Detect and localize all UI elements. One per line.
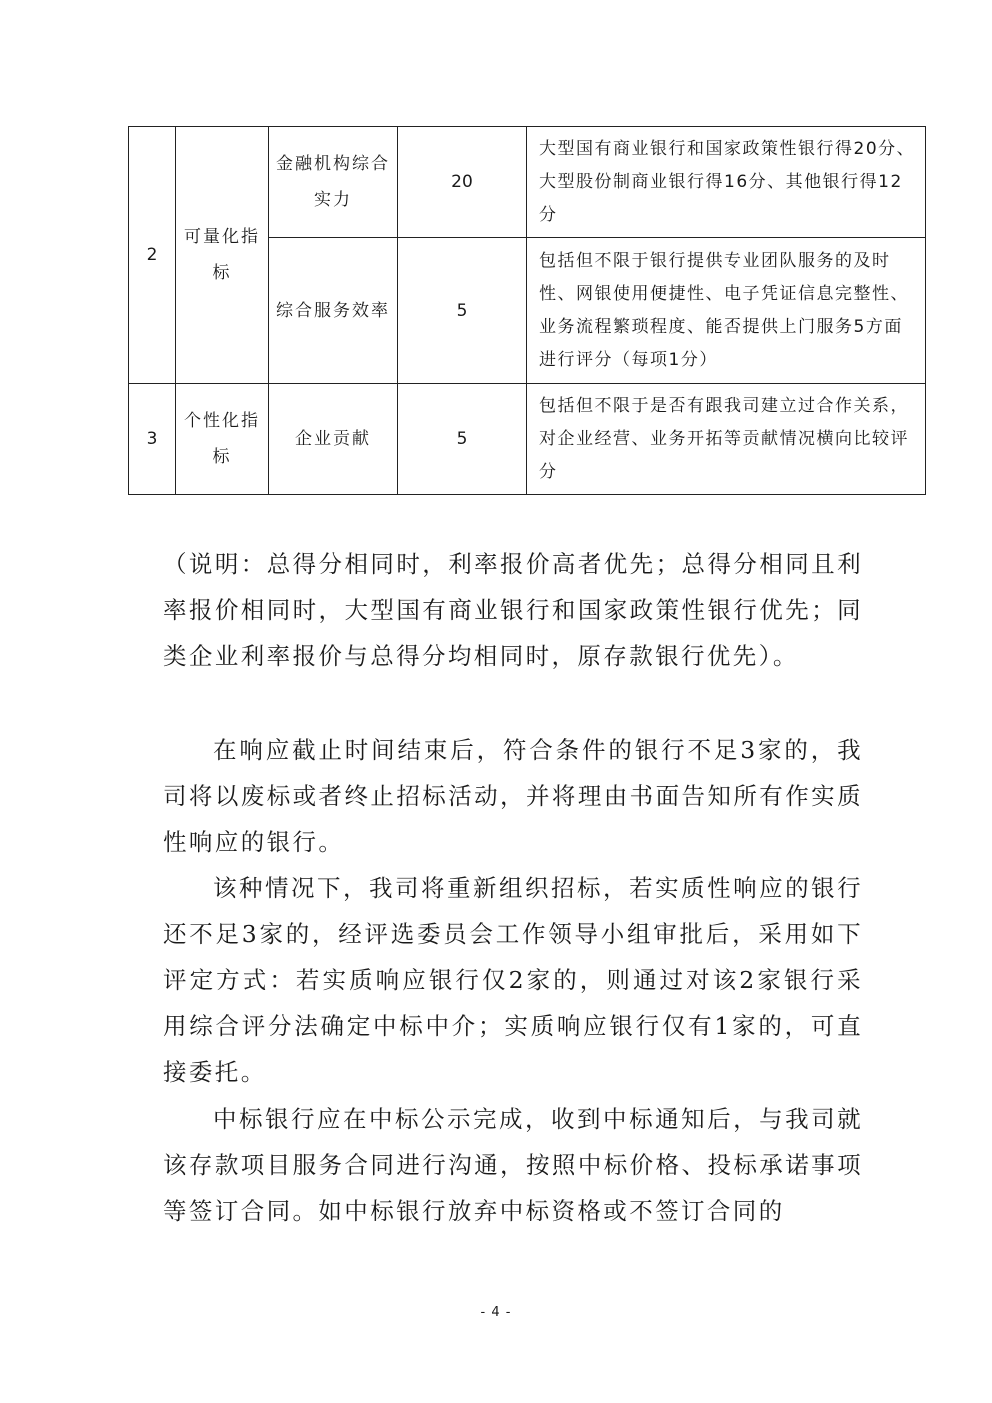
row-number: 3 bbox=[129, 384, 176, 495]
item-cell: 综合服务效率 bbox=[269, 238, 398, 384]
row-number: 2 bbox=[129, 127, 176, 384]
rule-cell: 包括但不限于是否有跟我司建立过合作关系，对企业经营、业务开拓等贡献情况横向比较评分 bbox=[527, 384, 926, 495]
item-cell: 金融机构综合实力 bbox=[269, 127, 398, 238]
score-cell: 5 bbox=[398, 384, 527, 495]
scoring-table bbox=[128, 126, 926, 495]
body-paragraph: 该种情况下，我司将重新组织招标，若实质性响应的银行还不足3家的，经评选委员会工作领导小组审批后，采用如下评定方式：若实质响应银行仅2家的，则通过对该2家银行采用综合评分法确定中标中介；实质响应银行仅有1家的，可直接委托。 bbox=[163, 874, 863, 1086]
rule-cell: 包括但不限于银行提供专业团队服务的及时性、网银使用便捷性、电子凭证信息完整性、业务流程繁琐程度、能否提供上门服务5方面进行评分（每项1分） bbox=[527, 238, 926, 384]
note-paragraph: （说明：总得分相同时，利率报价高者优先；总得分相同且利率报价相同时，大型国有商业银行和国家政策性银行优先；同类企业利率报价与总得分均相同时，原存款银行优先）。 bbox=[163, 550, 863, 670]
page-number: - 4 - bbox=[480, 1305, 512, 1320]
category-cell: 可量化指标 bbox=[176, 127, 269, 384]
item-cell: 企业贡献 bbox=[269, 384, 398, 495]
score-cell: 20 bbox=[398, 127, 527, 238]
rule-cell: 大型国有商业银行和国家政策性银行得20分、大型股份制商业银行得16分、其他银行得12分 bbox=[527, 127, 926, 238]
table-row bbox=[129, 384, 926, 495]
body-paragraph: 中标银行应在中标公示完成，收到中标通知后，与我司就该存款项目服务合同进行沟通，按照中标价格、投标承诺事项等签订合同。如中标银行放弃中标资格或不签订合同的 bbox=[163, 1105, 863, 1225]
table-row bbox=[129, 127, 926, 238]
body-paragraph: 在响应截止时间结束后，符合条件的银行不足3家的，我司将以废标或者终止招标活动，并将理由书面告知所有作实质性响应的银行。 bbox=[163, 736, 863, 856]
category-cell: 个性化指标 bbox=[176, 384, 269, 495]
score-cell: 5 bbox=[398, 238, 527, 384]
